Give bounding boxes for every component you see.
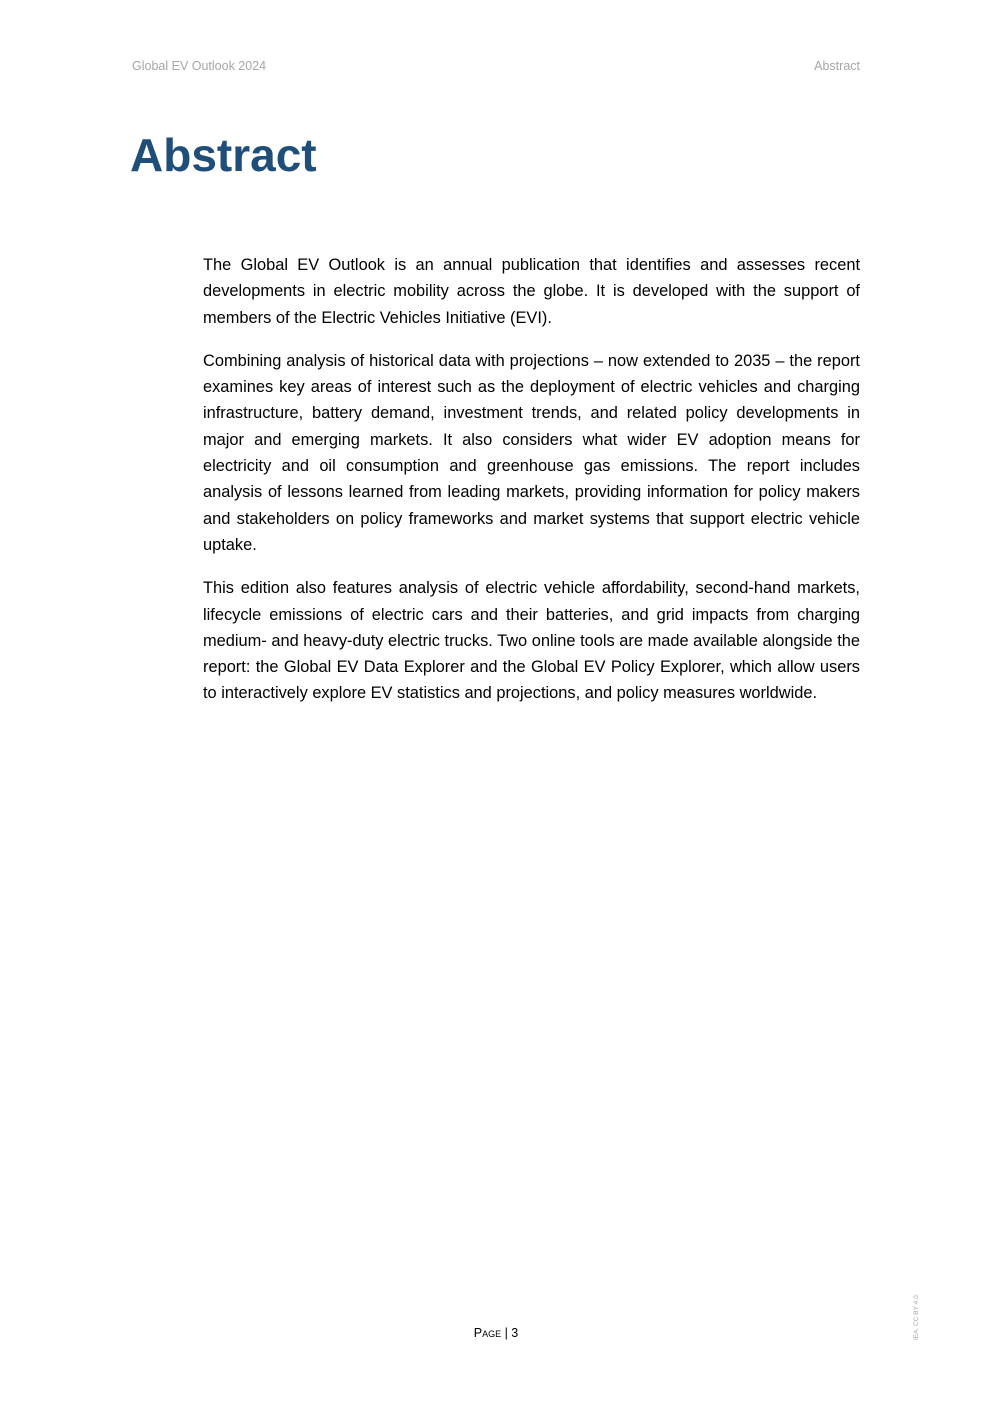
license-text: IEA. CC BY 4.0. [913, 1293, 920, 1340]
abstract-body [203, 252, 860, 724]
running-header-section: Abstract [814, 59, 860, 73]
abstract-paragraph-2: Combining analysis of historical data with projections – now extended to 2035 – the report examines key areas of interest such as the deployment of electric vehicles and charging infrastructure, battery demand, investment trends, and related policy developments in major and emerging markets. It also considers what wider EV adoption means for electricity and oil consumption and greenhouse gas emissions. The report includes analysis of lessons learned from leading markets, providing information for policy makers and stakeholders on policy frameworks and market systems that support electric vehicle uptake. [203, 351, 860, 554]
page-separator: | [501, 1326, 512, 1340]
abstract-paragraph-1: The Global EV Outlook is an annual publication that identifies and assesses recent developments in electric mobility across the globe. It is developed with the support of members of the Electric Vehicles Initiative (EVI). [203, 256, 860, 327]
license-notice [913, 1293, 923, 1410]
page-footer [0, 1326, 992, 1340]
abstract-paragraph-3: This edition also features analysis of electric vehicle affordability, second-hand markets, lifecycle emissions of electric cars and their batteries, and grid impacts from charging medium- and heavy-duty electric trucks. Two online tools are made available alongside the report: the Global EV Data Explorer and the Global EV Policy Explorer, which allow users to interactively explore EV statistics and projections, and policy measures worldwide. [203, 579, 860, 703]
page-title: Abstract [130, 129, 317, 181]
page-label: Page [473, 1326, 502, 1340]
page-number: 3 [511, 1326, 519, 1340]
running-header-publication: Global EV Outlook 2024 [132, 59, 267, 73]
